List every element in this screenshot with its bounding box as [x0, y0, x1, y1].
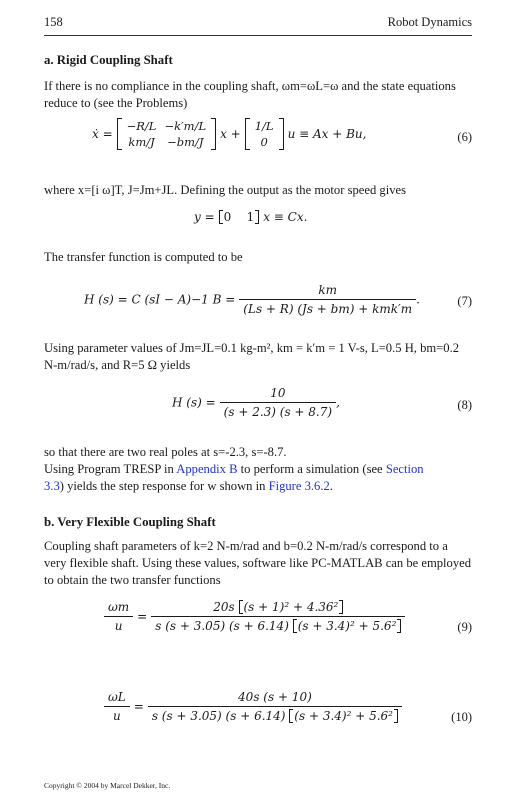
eq10-lhs-fraction: [104, 690, 130, 723]
equation-number-6: (6): [457, 130, 472, 144]
section-a-heading: a. Rigid Coupling Shaft: [44, 53, 173, 67]
section-link-part1[interactable]: Section: [385, 462, 424, 476]
figure-link[interactable]: Figure 3.6.2: [268, 479, 330, 493]
eq10-lhs-numerator: ωL: [104, 690, 130, 707]
para5-text: to perform a simulation (see: [240, 462, 383, 476]
eq9-lhs-fraction: [104, 600, 133, 633]
equals-sign: =: [133, 699, 144, 714]
eq7-lhs: H (s) = C (sI − A)−1 B =: [84, 292, 236, 307]
eq6-rhs: u ≡ Ax + Bu,: [287, 127, 367, 141]
page-number: 158: [44, 15, 63, 29]
eq9-den-bracket: (s + 3.4)² + 5.6²: [293, 619, 402, 633]
eq9-den-text: s (s + 3.05) (s + 6.14): [155, 619, 289, 633]
equation-number-8: (8): [457, 398, 472, 412]
equation-number-10: (10): [451, 710, 472, 724]
running-header: [44, 15, 472, 37]
eq9-lhs-numerator: ωm: [104, 600, 133, 617]
section-a-para3: The transfer function is computed to be: [44, 250, 243, 264]
equation-8: [44, 386, 472, 426]
eq10-den-text: s (s + 3.05) (s + 6.14): [151, 709, 286, 723]
section-a-para4: Using parameter values of Jm=JL=0.1 kg-m², km = k′m = 1 V-s, L=0.5 H, bm=0.2 N-m/rad/s, and R=5 Ω yields: [44, 341, 460, 372]
eq6-mid: x +: [220, 127, 241, 141]
equation-number-9: (9): [457, 620, 472, 634]
equation-6: [44, 118, 472, 162]
equals-sign: =: [137, 609, 148, 624]
eq8-numerator: 10: [220, 386, 336, 403]
eqy-lhs: y =: [194, 210, 215, 224]
running-title: Robot Dynamics: [387, 15, 472, 29]
eq9-num-bracket: (s + 1)² + 4.36²: [239, 600, 344, 614]
equation-9: [44, 600, 472, 658]
eq10-denominator: [148, 707, 402, 723]
eq6-matrix-a: [117, 118, 216, 150]
eq9-lhs-denominator: u: [114, 619, 123, 633]
eq7-numerator: km: [239, 283, 416, 300]
para5-line1: so that there are two real poles at s=-2.3, s=-8.7.: [44, 445, 287, 459]
eq8-fraction: [220, 386, 336, 419]
matrix-a-cell: −R/L: [126, 119, 157, 133]
section-b-para1: Coupling shaft parameters of k=2 N-m/rad and b=0.2 N-m/rad/s correspond to a very flexible shaft. Using these values, software like PC-MATLAB can be employed to obtain the two transfer functions: [44, 539, 472, 587]
matrix-a-cell: −k′m/L: [164, 119, 207, 133]
header-rule: [44, 35, 472, 36]
section-a-para1: If there is no compliance in the coupling shaft, ωm=ωL=ω and the state equations reduce to (see the Problems): [44, 79, 456, 110]
eq9-num-text: 20s: [213, 600, 235, 614]
eq8-tail: ,: [336, 395, 340, 410]
eq6-lhs: ẋ =: [92, 127, 113, 141]
eq8-denominator: (s + 2.3) (s + 8.7): [223, 405, 333, 419]
eqy-rhs: x ≡ Cx.: [263, 210, 308, 224]
matrix-b-cell: 0: [260, 135, 268, 149]
equation-10: [44, 690, 472, 748]
section-link-part2[interactable]: 3.3: [44, 479, 60, 493]
row-vector-cell: 0: [223, 210, 232, 224]
eq7-fraction: [239, 283, 416, 316]
section-b-heading: b. Very Flexible Coupling Shaft: [44, 515, 216, 529]
eq7-tail: .: [416, 292, 420, 307]
matrix-b-cell: 1/L: [254, 119, 274, 133]
eq6-matrix-b: [245, 118, 284, 150]
eq8-lhs: H (s) =: [172, 395, 216, 410]
para5-line3: [44, 478, 472, 495]
section-a-para5: [44, 444, 472, 495]
para5-line2: [44, 461, 472, 478]
eq9-rhs-fraction: [151, 600, 405, 633]
para5-text: .: [329, 479, 333, 493]
eq9-denominator: [151, 617, 405, 633]
equation-7: [44, 283, 472, 323]
equation-number-7: (7): [457, 294, 472, 308]
appendix-b-link[interactable]: Appendix B: [176, 462, 238, 476]
equation-y: [44, 208, 472, 230]
eq9-numerator: [151, 600, 405, 617]
eq10-rhs-fraction: [148, 690, 402, 723]
matrix-a-cell: −bm/J: [167, 135, 204, 149]
eq10-lhs-denominator: u: [113, 709, 121, 723]
eq10-den-bracket: (s + 3.4)² + 5.6²: [289, 709, 398, 723]
section-a-para2: where x=[i ω]T, J=Jm+JL. Defining the output as the motor speed gives: [44, 183, 406, 197]
eqy-row-vector: [219, 210, 260, 224]
eq10-numerator: 40s (s + 10): [148, 690, 402, 707]
para5-text: Using Program TRESP in: [44, 462, 174, 476]
copyright-footer: Copyright © 2004 by Marcel Dekker, Inc.: [44, 781, 171, 790]
para5-text: ) yields the step response for w shown in: [59, 479, 266, 493]
matrix-a-cell: km/J: [128, 135, 155, 149]
eq7-denominator: (Ls + R) (Js + bm) + kmk′m: [243, 302, 413, 316]
row-vector-cell: 1: [246, 210, 255, 224]
